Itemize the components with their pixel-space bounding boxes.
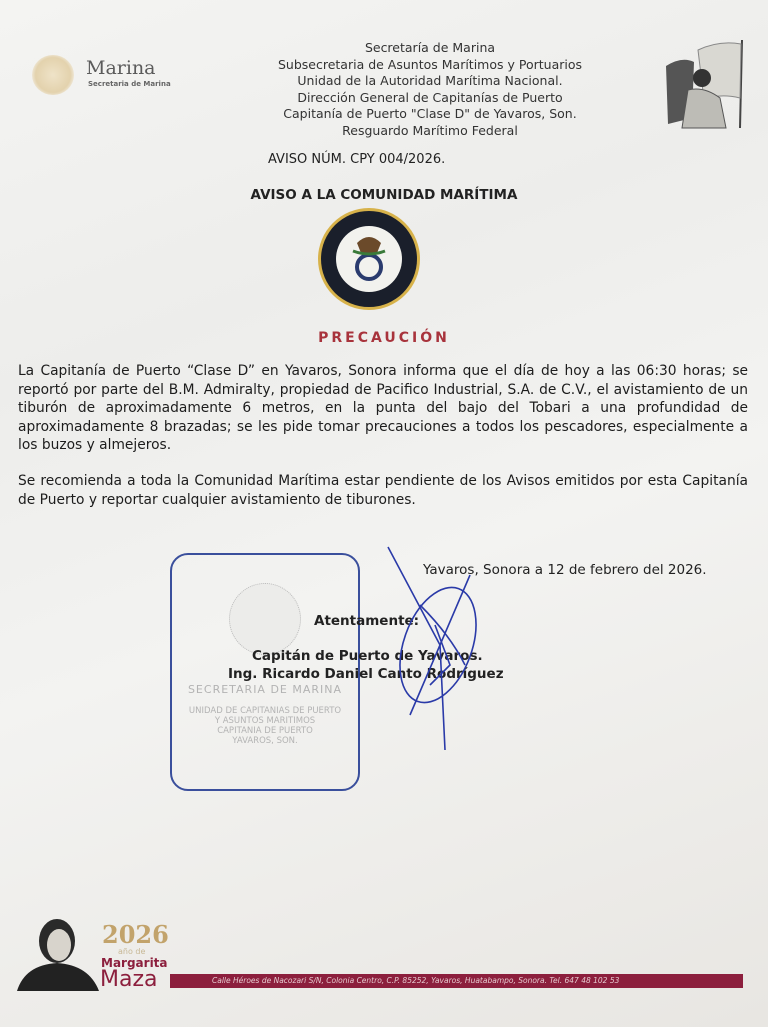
signer-title: Capitán de Puerto de Yavaros. [252,648,483,664]
closing: Atentamente: [314,613,420,629]
stamp-seal-icon [229,583,301,655]
coat-of-arms-icon [32,55,74,95]
body-paragraph: Se recomienda a toda la Comunidad Marítima estar pendiente de los Avisos emitidos por esta Capitanía de Puerto y reportar cualquier avistamiento de tiburones. [18,473,748,508]
header-line: Capitanía de Puerto "Clase D" de Yavaros, Son. [283,106,577,121]
header-line: Unidad de la Autoridad Marítima Nacional. [297,73,563,88]
stamp-line: SECRETARIA DE MARINA [187,683,343,696]
body-paragraph: La Capitanía de Puerto “Clase D” en Yavaros, Sonora informa que el día de hoy a las 06:30 horas; se reportó por parte del B.M. Admiralty, propiedad de Pacifico Industrial, S.A. de C.V., el avistamiento de un tiburón de aproximadamente 6 metros, en la punta del bajo del Tobari a una profundidad de aproximadamente 8 brazadas; se les pide tomar precauciones a todos los pescadores, especialmente a los buzos y almejeros. [18,363,748,453]
precaution-heading: PRECAUCIÓN [318,330,450,346]
stamp-line: Y ASUNTOS MARITIMOS [214,716,316,726]
place-date: Yavaros, Sonora a 12 de febrero del 2026. [423,562,707,578]
signer-name: Ing. Ricardo Daniel Canto Rodríguez [228,666,504,682]
letterhead-text [230,40,630,139]
footer-address: Calle Héroes de Nacozari S/N, Colonia Centro, C.P. 85252, Yavaros, Huatabampo, Sonora. Tel. 647 48 102 53 [170,974,743,988]
stamp-line: CAPITANIA DE PUERTO [217,726,313,736]
marina-logo [32,55,192,95]
header-line: Dirección General de Capitanías de Puerto [297,89,563,105]
header-line: Resguardo Marítimo Federal [342,122,518,138]
logo-title: Marina [86,57,156,79]
footer-name2: Maza [100,967,158,992]
handwritten-signature [380,545,490,755]
authority-seal [317,207,421,311]
footer-name1: Margarita [101,956,168,970]
document-title: AVISO A LA COMUNIDAD MARÍTIMA [250,187,518,203]
margarita-maza-portrait [15,915,100,991]
stamp-line: YAVAROS, SON. [232,736,298,746]
logo-subtitle: Secretaria de Marina [88,80,171,88]
header-line: Subsecretaria de Asuntos Marítimos y Portuarios [277,56,583,72]
stamp-line: UNIDAD DE CAPITANIAS DE PUERTO [188,706,342,716]
header-line: Secretaría de Marina [364,40,496,55]
footer-year: 2026 [102,920,169,949]
footer-year-sub: año de [118,947,146,956]
aviso-number: AVISO NÚM. CPY 004/2026. [268,152,446,167]
flag-illustration [664,38,746,130]
